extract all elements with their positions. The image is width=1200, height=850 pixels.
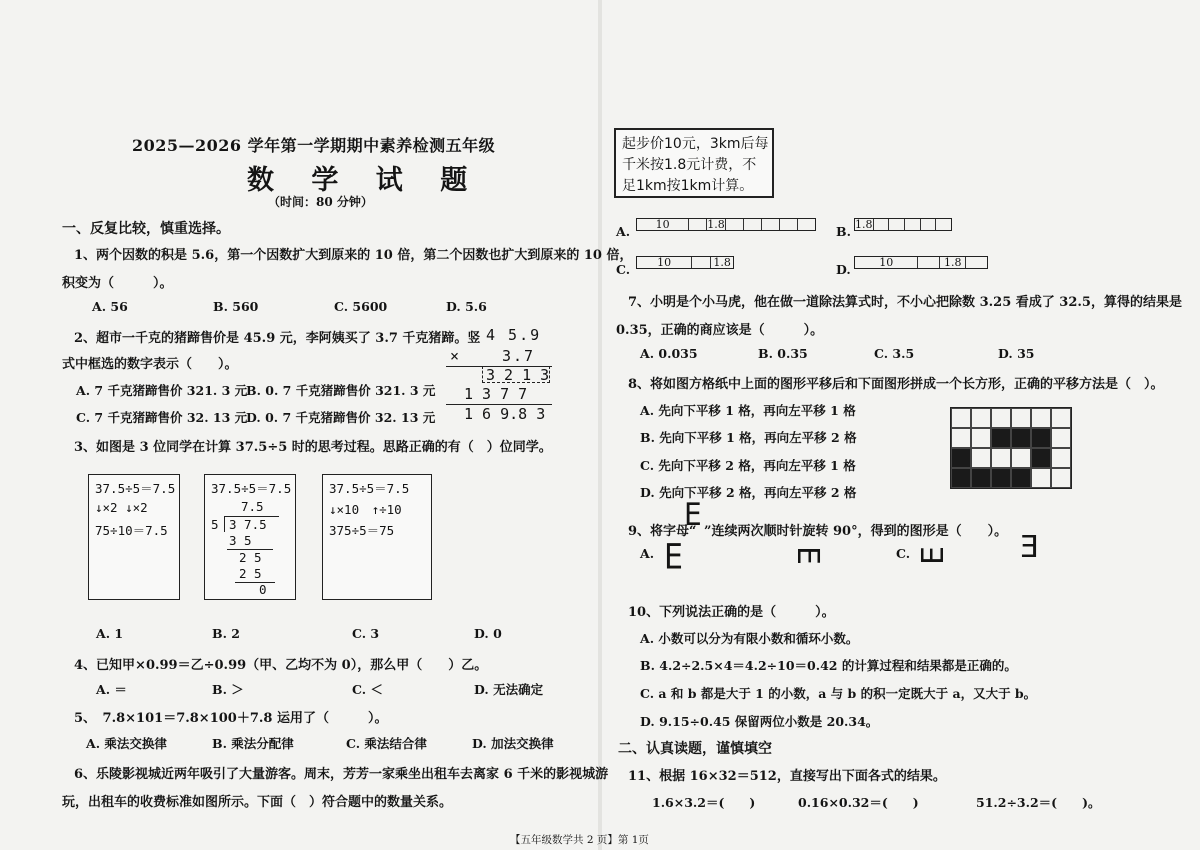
- strip-b-seg: [936, 219, 951, 230]
- box2-step1: 3 5: [229, 533, 252, 548]
- q1-options: [0, 299, 600, 317]
- q5-option-b: B. 乘法分配律: [212, 736, 294, 751]
- q2-text-line1: 2、超市一千克的猪蹄售价是 45.9 元，李阿姨买了 3.7 千克猪蹄。竖: [74, 331, 481, 346]
- grid-cell: [1051, 428, 1071, 448]
- grid-cell: [951, 408, 971, 428]
- q2-text-line2: 式中框选的数字表示（ ）。: [62, 357, 238, 372]
- q9-option-c: C.: [896, 546, 911, 561]
- q1-option-d: D. 5.6: [446, 299, 487, 314]
- box1-line2: ↓×2 ↓×2: [95, 500, 148, 515]
- box3-line1: 37.5÷5＝7.5: [329, 481, 410, 496]
- box3-line2: ↓×10 ↑÷10: [329, 502, 402, 517]
- q10-option-a: A. 小数可以分为有限小数和循环小数。: [640, 631, 859, 646]
- grid-cell-filled: [1011, 428, 1031, 448]
- fare-line3: 足1km按1km计算。: [622, 178, 754, 194]
- grid-cell: [1031, 468, 1051, 488]
- q8-option-d: D. 先向下平移 2 格，再向左平移 2 格: [640, 485, 857, 500]
- grid-cell-filled: [1031, 428, 1051, 448]
- q4-options: [0, 680, 600, 698]
- grid-cell-filled: [991, 428, 1011, 448]
- grid-cell: [1051, 468, 1071, 488]
- q1-option-c: C. 5600: [334, 299, 388, 314]
- q6-option-b: B.: [836, 224, 851, 239]
- q8-text-line1: 8、将如图方格纸中上面的图形平移后和下面图形拼成一个长方形，正确的平移方法是（ ）。: [628, 377, 1164, 392]
- q3-method-box-3: [322, 474, 432, 600]
- exam-main-title: 数 学 试 题: [247, 165, 482, 196]
- q3-method-box-2: [204, 474, 296, 600]
- page-footer: 【五年级数学共 2 页】第 1页: [510, 834, 649, 846]
- q8-option-a: A. 先向下平移 1 格，再向左平移 1 格: [640, 403, 856, 418]
- q5-option-a: A. 乘法交换律: [86, 736, 167, 751]
- q2-option-a: A. 7 千克猪蹄售价 321. 3 元: [76, 383, 248, 398]
- q6-strip-a: [636, 218, 816, 231]
- q6-strip-c: [636, 256, 734, 269]
- strip-d-seg: 10: [855, 257, 918, 268]
- q3-option-b: B. 2: [212, 626, 240, 641]
- box2-remainder: 0: [259, 582, 267, 597]
- q8-grid-figure: [950, 407, 1072, 489]
- strip-a-seg: [726, 219, 744, 230]
- grid-cell-filled: [951, 468, 971, 488]
- q8-option-c: C. 先向下平移 2 格，再向左平移 1 格: [640, 458, 856, 473]
- strip-a-seg: 10: [637, 219, 689, 230]
- grid-cell: [1011, 448, 1031, 468]
- q6-strip-b: [854, 218, 952, 231]
- strip-a-seg: [744, 219, 762, 230]
- q6-option-a: A.: [616, 224, 631, 239]
- box2-dividend: 3 7.5: [229, 517, 267, 532]
- q3-option-c: C. 3: [352, 626, 380, 641]
- q6-text-line2: 玩，出租车的收费标准如图所示。下面（ ）符合题中的数量关系。: [62, 795, 453, 810]
- fare-line1: 起步价10元，3km后每: [622, 136, 769, 152]
- q6-strip-d: [854, 256, 988, 269]
- q8-option-b: B. 先向下平移 1 格，再向左平移 2 格: [640, 430, 857, 445]
- q6-fare-rules-box: [614, 128, 774, 198]
- strip-a-seg: [780, 219, 798, 230]
- strip-c-seg: [692, 257, 711, 268]
- strip-d-seg: [918, 257, 940, 268]
- box1-line3: 75÷10＝7.5: [95, 523, 168, 538]
- grid-cell: [971, 428, 991, 448]
- q10-option-d: D. 9.15÷0.45 保留两位小数是 20.34。: [640, 714, 879, 729]
- q10-option-c: C. a 和 b 都是大于 1 的小数，a 与 b 的积一定既大于 a，又大于 b。: [640, 686, 1037, 701]
- box2-step2: 2 5: [239, 550, 262, 565]
- q11-item-3: 51.2÷3.2＝( )。: [976, 795, 1101, 810]
- q3-option-d: D. 0: [474, 626, 502, 641]
- strip-a-seg: [689, 219, 707, 230]
- calc-times-sign: ×: [450, 347, 460, 365]
- strip-b-seg: 1.8: [855, 218, 873, 231]
- q1-option-a: A. 56: [92, 299, 128, 314]
- box2-divisor: 5: [211, 517, 219, 532]
- strip-a-seg: 1.8: [707, 218, 725, 231]
- q4-option-a: A. ＝: [96, 682, 127, 697]
- q6-text-line1: 6、乐陵影视城近两年吸引了大量游客。周末，芳芳一家乘坐出租车去离家 6 千米的影视城游: [74, 767, 609, 782]
- calc-row-3: 3 2 1 3: [486, 366, 550, 384]
- q1-text-line1: 1、两个因数的积是 5.6，第一个因数扩大到原来的 10 倍，第二个因数也扩大到原来的 10 倍，: [74, 248, 633, 263]
- q5-option-c: C. 乘法结合律: [346, 736, 427, 751]
- grid-cell-filled: [1011, 468, 1031, 488]
- grid-cell: [971, 408, 991, 428]
- q7-text-line1: 7、小明是个小马虎，他在做一道除法算式时，不小心把除数 3.25 看成了 32.5，算得的结果是: [628, 295, 1182, 310]
- fare-line2: 千米按1.8元计费，不: [622, 157, 757, 173]
- q7-option-c: C. 3.5: [874, 346, 915, 361]
- q11-item-2: 0.16×0.32＝( ): [798, 795, 919, 810]
- box3-line3: 375÷5＝75: [329, 523, 395, 538]
- q4-option-d: D. 无法确定: [474, 682, 544, 697]
- strip-a-seg: [762, 219, 780, 230]
- strip-c-seg: 1.8: [713, 256, 731, 269]
- q7-options: [600, 346, 1200, 364]
- grid-cell: [1031, 408, 1051, 428]
- q9-text-line1a: 9、将字母“: [628, 524, 697, 539]
- box2-step3: 2 5: [239, 566, 262, 581]
- grid-cell-filled: [971, 468, 991, 488]
- q10-text-line1: 10、下列说法正确的是（ ）。: [628, 605, 835, 620]
- q7-option-d: D. 35: [998, 346, 1035, 361]
- q9-option-c-glyph: E: [915, 546, 951, 565]
- q3-text-line1: 3、如图是 3 位同学在计算 37.5÷5 时的思考过程。思路正确的有（ ）位同学。: [74, 440, 552, 455]
- grid-cell-filled: [991, 468, 1011, 488]
- q9-option-b-glyph: E: [789, 546, 825, 565]
- q3-options: [0, 626, 600, 644]
- q6-option-c: C.: [616, 262, 631, 277]
- grid-cell-filled: [951, 448, 971, 468]
- calc-row-1: 4 5.9: [486, 326, 542, 344]
- q11-text-line1: 11、根据 16×32＝512，直接写出下面各式的结果。: [628, 769, 946, 784]
- q2-option-b: B. 0. 7 千克猪蹄售价 321. 3 元: [246, 383, 436, 398]
- q3-method-box-1: [88, 474, 180, 600]
- q7-option-a: A. 0.035: [640, 346, 698, 361]
- q11-item-1: 1.6×3.2＝( ): [652, 795, 756, 810]
- q4-option-c: C. ＜: [352, 682, 383, 697]
- q4-text-line1: 4、已知甲×0.99＝乙÷0.99（甲、乙均不为 0），那么甲（ ）乙。: [74, 658, 488, 673]
- q2-option-c: C. 7 千克猪蹄售价 32. 13 元: [76, 410, 248, 425]
- q9-option-d-glyph: E: [1020, 530, 1039, 565]
- grid-cell: [1051, 408, 1071, 428]
- q7-option-b: B. 0.35: [758, 346, 808, 361]
- q9-letter-e-glyph: E: [684, 496, 702, 533]
- calc-row-4: 1 3 7 7: [464, 385, 528, 403]
- strip-b-seg: [889, 219, 905, 230]
- q5-text-line1: 5、 7.8×101＝7.8×100＋7.8 运用了（ ）。: [74, 711, 388, 726]
- section1-heading: 一、反复比较，慎重选择。: [62, 221, 230, 237]
- q1-option-b: B. 560: [213, 299, 259, 314]
- section2-heading: 二、认真读题，谨慎填空: [618, 741, 772, 757]
- q11-items: [600, 793, 1200, 811]
- box2-quotient: 7.5: [241, 499, 264, 514]
- q9-option-a-glyph: E: [664, 537, 683, 578]
- box2-rule2: [235, 582, 275, 583]
- strip-d-seg: [966, 257, 987, 268]
- q4-option-b: B. ＞: [212, 682, 244, 697]
- strip-b-seg: [874, 219, 890, 230]
- q9-text-line1b: ”连续两次顺时针旋转 90°，得到的图形是（ ）。: [704, 524, 1008, 539]
- box1-line1: 37.5÷5＝7.5: [95, 481, 176, 496]
- q5-option-d: D. 加法交换律: [472, 736, 554, 751]
- strip-c-seg: 10: [637, 257, 692, 268]
- exam-time: （时间：80 分钟）: [268, 195, 373, 209]
- q2-option-d: D. 0. 7 千克猪蹄售价 32. 13 元: [246, 410, 436, 425]
- q7-text-line2: 0.35，正确的商应该是（ ）。: [616, 323, 824, 338]
- box2-line1: 37.5÷5＝7.5: [211, 481, 292, 496]
- q1-text-line2: 积变为（ ）。: [62, 276, 173, 291]
- strip-a-seg: [798, 219, 815, 230]
- grid-cell: [951, 428, 971, 448]
- q9-option-a: A.: [640, 546, 655, 561]
- q10-option-b: B. 4.2÷2.5×4＝4.2÷10＝0.42 的计算过程和结果都是正确的。: [640, 658, 1017, 673]
- box2-division-bracket: [224, 516, 225, 532]
- strip-d-seg: 1.8: [940, 257, 966, 268]
- grid-cell: [1051, 448, 1071, 468]
- calc-row-2: 3.7: [502, 347, 536, 365]
- exam-header-title: 2025—2026 学年第一学期期中素养检测五年级: [132, 136, 496, 155]
- grid-cell: [1011, 408, 1031, 428]
- strip-b-seg: [921, 219, 937, 230]
- q6-option-d: D.: [836, 262, 851, 277]
- grid-cell: [971, 448, 991, 468]
- grid-cell: [991, 448, 1011, 468]
- strip-b-seg: [905, 219, 921, 230]
- q5-options: [0, 734, 600, 752]
- calc-row-5: 1 6 9.8 3: [464, 405, 546, 423]
- grid-cell-filled: [1031, 448, 1051, 468]
- grid-cell: [991, 408, 1011, 428]
- q3-option-a: A. 1: [96, 626, 124, 641]
